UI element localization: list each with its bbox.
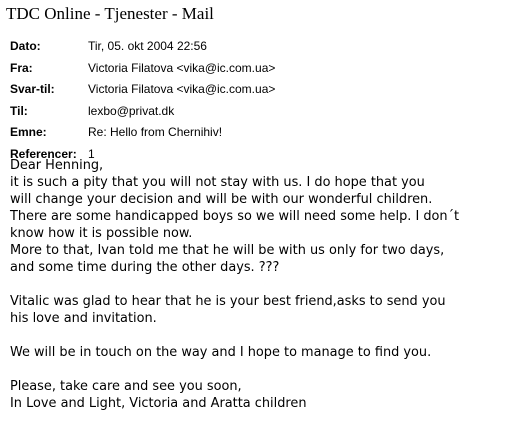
blank-line xyxy=(10,276,508,293)
mail-headers xyxy=(10,36,275,165)
header-value-references[interactable]: 1 xyxy=(88,146,95,161)
header-label-subject: Emne: xyxy=(10,125,47,139)
header-label-from: Fra: xyxy=(10,60,33,75)
message-line: Vitalic was glad to hear that he is your best friend,asks to send you xyxy=(10,294,446,309)
header-value-to[interactable]: lexbo@privat.dk xyxy=(88,103,175,118)
message-line: his love and invitation. xyxy=(10,311,157,326)
header-label-reply-to: Svar-til: xyxy=(10,82,55,96)
header-label-to: Til: xyxy=(10,103,28,118)
message-line: We will be in touch on the way and I hope to manage to find you. xyxy=(10,345,432,360)
header-row-reply-to xyxy=(10,79,275,101)
message-line: it is such a pity that you will not stay with us. I do hope that you xyxy=(10,175,425,190)
header-value-subject: Re: Hello from Chernihiv! xyxy=(88,125,223,139)
message-line: In Love and Light, Victoria and Aratta children xyxy=(10,396,307,411)
header-value-from[interactable]: Victoria Filatova <vika@ic.com.ua> xyxy=(88,60,276,75)
header-row-from xyxy=(10,58,275,80)
header-row-subject xyxy=(10,122,275,144)
header-label-date: Dato: xyxy=(10,39,41,53)
blank-line xyxy=(10,361,508,378)
message-line: Dear Henning, xyxy=(10,158,104,173)
blank-line xyxy=(10,327,508,344)
message-line: More to that, Ivan told me that he will be with us only for two days, xyxy=(10,243,445,258)
header-value-reply-to[interactable]: Victoria Filatova <vika@ic.com.ua> xyxy=(88,82,276,96)
message-line: There are some handicapped boys so we will need some help. I don´t xyxy=(10,209,460,224)
header-value-date: Tir, 05. okt 2004 22:56 xyxy=(88,39,207,53)
header-label-references: Referencer: xyxy=(10,146,77,161)
header-row-to xyxy=(10,101,275,123)
message-line: and some time during the other days. ??? xyxy=(10,260,280,275)
message-line: know how it is possible now. xyxy=(10,226,193,241)
message-body xyxy=(10,157,508,412)
header-row-date xyxy=(10,36,275,58)
message-line: will change your decision and will be with our wonderful children. xyxy=(10,192,433,207)
message-line: Please, take care and see you soon, xyxy=(10,379,242,394)
window-title: TDC Online - Tjenester - Mail xyxy=(6,4,214,23)
